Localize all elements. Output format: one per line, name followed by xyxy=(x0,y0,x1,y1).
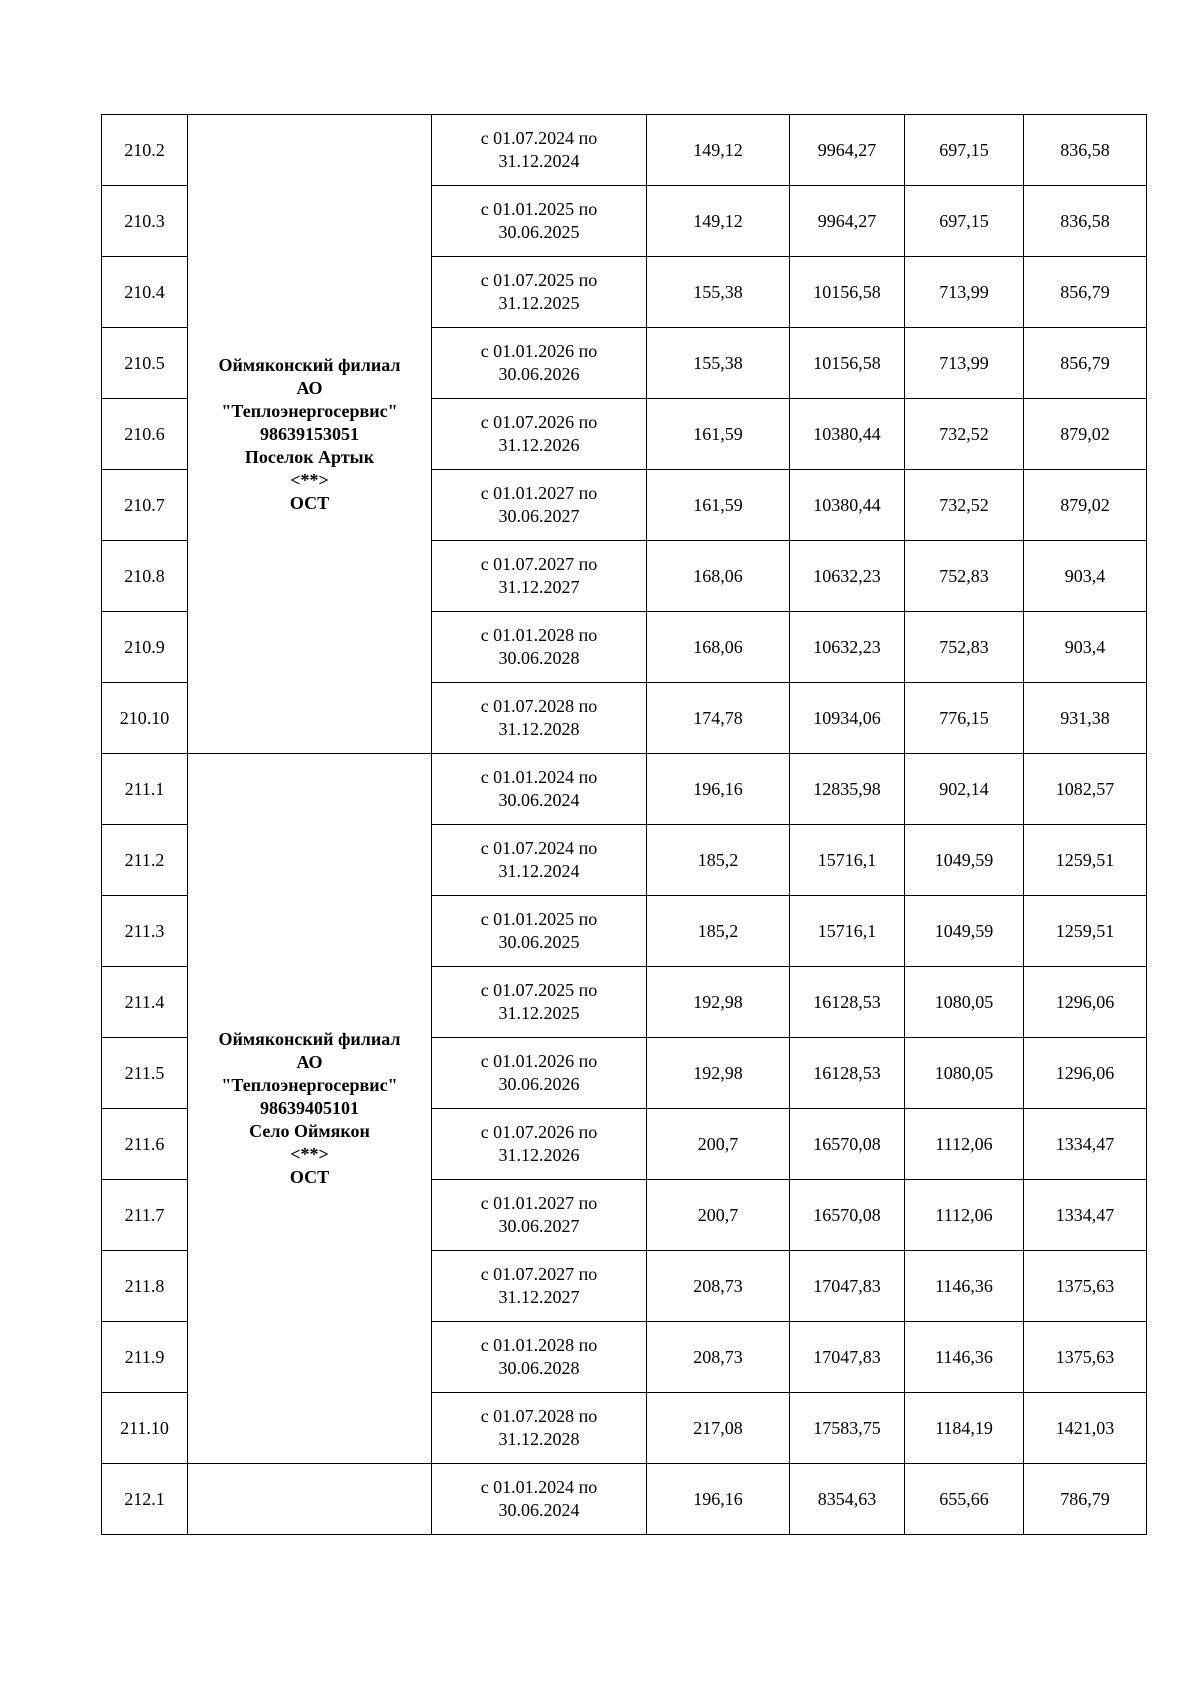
value-cell-1: 168,06 xyxy=(647,612,790,683)
organization-line: <**> xyxy=(290,1144,329,1164)
period-line: 31.12.2026 xyxy=(498,1145,580,1165)
period-line: с 01.01.2024 по xyxy=(480,1477,598,1497)
organization-line: 98639405101 xyxy=(260,1098,359,1118)
value-cell-4: 879,02 xyxy=(1024,470,1147,541)
row-number-cell: 210.6 xyxy=(102,399,188,470)
period-cell xyxy=(432,1180,647,1251)
tariff-table xyxy=(101,114,1147,1535)
period-cell xyxy=(432,186,647,257)
organization-line: Село Оймякон xyxy=(249,1121,370,1141)
value-cell-2: 16128,53 xyxy=(790,1038,905,1109)
period-line: с 01.07.2027 по xyxy=(480,554,598,574)
period-line: с 01.01.2024 по xyxy=(480,767,598,787)
value-cell-2: 16570,08 xyxy=(790,1109,905,1180)
value-cell-1: 200,7 xyxy=(647,1180,790,1251)
table-row xyxy=(102,754,1147,825)
value-cell-3: 1049,59 xyxy=(905,825,1024,896)
value-cell-4: 1296,06 xyxy=(1024,967,1147,1038)
value-cell-3: 1146,36 xyxy=(905,1251,1024,1322)
value-cell-3: 713,99 xyxy=(905,257,1024,328)
organization-cell xyxy=(188,1464,432,1535)
value-cell-4: 1334,47 xyxy=(1024,1109,1147,1180)
value-cell-1: 149,12 xyxy=(647,186,790,257)
value-cell-3: 1112,06 xyxy=(905,1109,1024,1180)
value-cell-1: 185,2 xyxy=(647,896,790,967)
row-number-cell: 210.8 xyxy=(102,541,188,612)
row-number-cell: 210.7 xyxy=(102,470,188,541)
value-cell-2: 8354,63 xyxy=(790,1464,905,1535)
period-cell xyxy=(432,470,647,541)
period-line: 30.06.2024 xyxy=(498,790,580,810)
period-line: с 01.01.2025 по xyxy=(480,909,598,929)
row-number-cell: 210.10 xyxy=(102,683,188,754)
period-line: с 01.07.2026 по xyxy=(480,1122,598,1142)
period-line: 30.06.2028 xyxy=(498,648,580,668)
period-line: с 01.07.2025 по xyxy=(480,270,598,290)
value-cell-3: 697,15 xyxy=(905,186,1024,257)
value-cell-2: 17047,83 xyxy=(790,1251,905,1322)
period-line: 30.06.2027 xyxy=(498,506,580,526)
period-cell xyxy=(432,1464,647,1535)
value-cell-2: 10380,44 xyxy=(790,399,905,470)
row-number-cell: 211.4 xyxy=(102,967,188,1038)
row-number-cell: 210.5 xyxy=(102,328,188,399)
value-cell-1: 161,59 xyxy=(647,470,790,541)
period-line: 30.06.2024 xyxy=(498,1500,580,1520)
value-cell-3: 732,52 xyxy=(905,470,1024,541)
period-line: с 01.01.2026 по xyxy=(480,341,598,361)
value-cell-2: 9964,27 xyxy=(790,186,905,257)
period-line: 31.12.2026 xyxy=(498,435,580,455)
period-line: с 01.07.2025 по xyxy=(480,980,598,1000)
period-cell xyxy=(432,115,647,186)
value-cell-1: 185,2 xyxy=(647,825,790,896)
value-cell-1: 196,16 xyxy=(647,1464,790,1535)
table-row xyxy=(102,1464,1147,1535)
value-cell-1: 192,98 xyxy=(647,967,790,1038)
value-cell-3: 752,83 xyxy=(905,541,1024,612)
value-cell-4: 856,79 xyxy=(1024,328,1147,399)
value-cell-4: 1375,63 xyxy=(1024,1251,1147,1322)
organization-cell xyxy=(188,115,432,754)
value-cell-4: 879,02 xyxy=(1024,399,1147,470)
period-cell xyxy=(432,967,647,1038)
period-line: с 01.01.2028 по xyxy=(480,625,598,645)
value-cell-4: 1421,03 xyxy=(1024,1393,1147,1464)
period-cell xyxy=(432,1322,647,1393)
value-cell-2: 15716,1 xyxy=(790,896,905,967)
value-cell-4: 903,4 xyxy=(1024,541,1147,612)
value-cell-2: 10934,06 xyxy=(790,683,905,754)
organization-line: "Теплоэнергосервис" xyxy=(221,400,398,421)
period-cell xyxy=(432,896,647,967)
row-number-cell: 210.3 xyxy=(102,186,188,257)
period-line: 30.06.2025 xyxy=(498,932,580,952)
value-cell-2: 10156,58 xyxy=(790,257,905,328)
value-cell-3: 1080,05 xyxy=(905,1038,1024,1109)
value-cell-4: 786,79 xyxy=(1024,1464,1147,1535)
value-cell-2: 10156,58 xyxy=(790,328,905,399)
period-line: 31.12.2028 xyxy=(498,1429,580,1449)
value-cell-1: 208,73 xyxy=(647,1322,790,1393)
value-cell-3: 1112,06 xyxy=(905,1180,1024,1251)
period-line: с 01.01.2025 по xyxy=(480,199,598,219)
period-line: с 01.07.2026 по xyxy=(480,412,598,432)
value-cell-3: 655,66 xyxy=(905,1464,1024,1535)
value-cell-1: 149,12 xyxy=(647,115,790,186)
value-cell-1: 161,59 xyxy=(647,399,790,470)
organization-cell xyxy=(188,754,432,1464)
row-number-cell: 210.9 xyxy=(102,612,188,683)
period-cell xyxy=(432,1251,647,1322)
period-cell xyxy=(432,612,647,683)
period-line: с 01.01.2027 по xyxy=(480,483,598,503)
period-line: с 01.01.2027 по xyxy=(480,1193,598,1213)
period-cell xyxy=(432,541,647,612)
row-number-cell: 211.9 xyxy=(102,1322,188,1393)
organization-line: АО xyxy=(296,1052,323,1072)
value-cell-3: 902,14 xyxy=(905,754,1024,825)
period-line: 30.06.2026 xyxy=(498,1074,580,1094)
period-line: 30.06.2027 xyxy=(498,1216,580,1236)
row-number-cell: 211.10 xyxy=(102,1393,188,1464)
period-line: 30.06.2025 xyxy=(498,222,580,242)
value-cell-1: 192,98 xyxy=(647,1038,790,1109)
period-line: 31.12.2027 xyxy=(498,1287,580,1307)
period-line: 31.12.2025 xyxy=(498,1003,580,1023)
row-number-cell: 210.4 xyxy=(102,257,188,328)
value-cell-1: 217,08 xyxy=(647,1393,790,1464)
row-number-cell: 211.5 xyxy=(102,1038,188,1109)
period-line: с 01.07.2024 по xyxy=(480,838,598,858)
value-cell-4: 1259,51 xyxy=(1024,825,1147,896)
row-number-cell: 211.6 xyxy=(102,1109,188,1180)
organization-line: <**> xyxy=(290,469,329,490)
tariff-table-body xyxy=(102,115,1147,1535)
value-cell-3: 697,15 xyxy=(905,115,1024,186)
value-cell-4: 1296,06 xyxy=(1024,1038,1147,1109)
organization-line: ОСТ xyxy=(289,1167,330,1187)
row-number-cell: 211.8 xyxy=(102,1251,188,1322)
value-cell-4: 836,58 xyxy=(1024,115,1147,186)
value-cell-2: 12835,98 xyxy=(790,754,905,825)
value-cell-4: 903,4 xyxy=(1024,612,1147,683)
value-cell-1: 200,7 xyxy=(647,1109,790,1180)
value-cell-1: 208,73 xyxy=(647,1251,790,1322)
value-cell-4: 1082,57 xyxy=(1024,754,1147,825)
period-cell xyxy=(432,1038,647,1109)
row-number-cell: 211.3 xyxy=(102,896,188,967)
value-cell-3: 1146,36 xyxy=(905,1322,1024,1393)
period-cell xyxy=(432,328,647,399)
value-cell-4: 1375,63 xyxy=(1024,1322,1147,1393)
period-line: с 01.07.2028 по xyxy=(480,1406,598,1426)
period-line: с 01.07.2027 по xyxy=(480,1264,598,1284)
period-line: 30.06.2026 xyxy=(498,364,580,384)
organization-line: "Теплоэнергосервис" xyxy=(221,1075,398,1095)
value-cell-3: 1184,19 xyxy=(905,1393,1024,1464)
value-cell-2: 15716,1 xyxy=(790,825,905,896)
period-line: с 01.01.2028 по xyxy=(480,1335,598,1355)
period-line: 31.12.2025 xyxy=(498,293,580,313)
value-cell-2: 17583,75 xyxy=(790,1393,905,1464)
period-line: 31.12.2024 xyxy=(498,861,580,881)
value-cell-4: 1334,47 xyxy=(1024,1180,1147,1251)
period-line: с 01.07.2024 по xyxy=(480,128,598,148)
period-cell xyxy=(432,683,647,754)
table-row xyxy=(102,115,1147,186)
period-cell xyxy=(432,1109,647,1180)
value-cell-1: 196,16 xyxy=(647,754,790,825)
period-cell xyxy=(432,257,647,328)
value-cell-2: 9964,27 xyxy=(790,115,905,186)
period-line: 30.06.2028 xyxy=(498,1358,580,1378)
organization-line: Оймяконский филиал xyxy=(218,354,401,375)
value-cell-3: 1049,59 xyxy=(905,896,1024,967)
organization-line: Оймяконский филиал xyxy=(218,1029,401,1049)
value-cell-2: 16128,53 xyxy=(790,967,905,1038)
period-line: с 01.01.2026 по xyxy=(480,1051,598,1071)
value-cell-2: 10380,44 xyxy=(790,470,905,541)
value-cell-4: 931,38 xyxy=(1024,683,1147,754)
organization-line: 98639153051 xyxy=(260,423,359,444)
row-number-cell: 211.1 xyxy=(102,754,188,825)
value-cell-1: 174,78 xyxy=(647,683,790,754)
value-cell-1: 155,38 xyxy=(647,257,790,328)
value-cell-2: 10632,23 xyxy=(790,612,905,683)
row-number-cell: 212.1 xyxy=(102,1464,188,1535)
value-cell-2: 10632,23 xyxy=(790,541,905,612)
period-line: 31.12.2024 xyxy=(498,151,580,171)
value-cell-3: 732,52 xyxy=(905,399,1024,470)
row-number-cell: 211.7 xyxy=(102,1180,188,1251)
organization-line: ОСТ xyxy=(289,492,330,513)
period-cell xyxy=(432,754,647,825)
organization-line: Поселок Артык xyxy=(244,446,375,467)
value-cell-2: 16570,08 xyxy=(790,1180,905,1251)
period-line: с 01.07.2028 по xyxy=(480,696,598,716)
period-cell xyxy=(432,825,647,896)
period-cell xyxy=(432,1393,647,1464)
value-cell-1: 168,06 xyxy=(647,541,790,612)
value-cell-2: 17047,83 xyxy=(790,1322,905,1393)
value-cell-3: 713,99 xyxy=(905,328,1024,399)
period-line: 31.12.2027 xyxy=(498,577,580,597)
value-cell-3: 1080,05 xyxy=(905,967,1024,1038)
value-cell-1: 155,38 xyxy=(647,328,790,399)
value-cell-3: 752,83 xyxy=(905,612,1024,683)
value-cell-3: 776,15 xyxy=(905,683,1024,754)
value-cell-4: 1259,51 xyxy=(1024,896,1147,967)
row-number-cell: 211.2 xyxy=(102,825,188,896)
period-cell xyxy=(432,399,647,470)
value-cell-4: 856,79 xyxy=(1024,257,1147,328)
organization-line: АО xyxy=(296,377,323,398)
period-line: 31.12.2028 xyxy=(498,719,580,739)
row-number-cell: 210.2 xyxy=(102,115,188,186)
value-cell-4: 836,58 xyxy=(1024,186,1147,257)
